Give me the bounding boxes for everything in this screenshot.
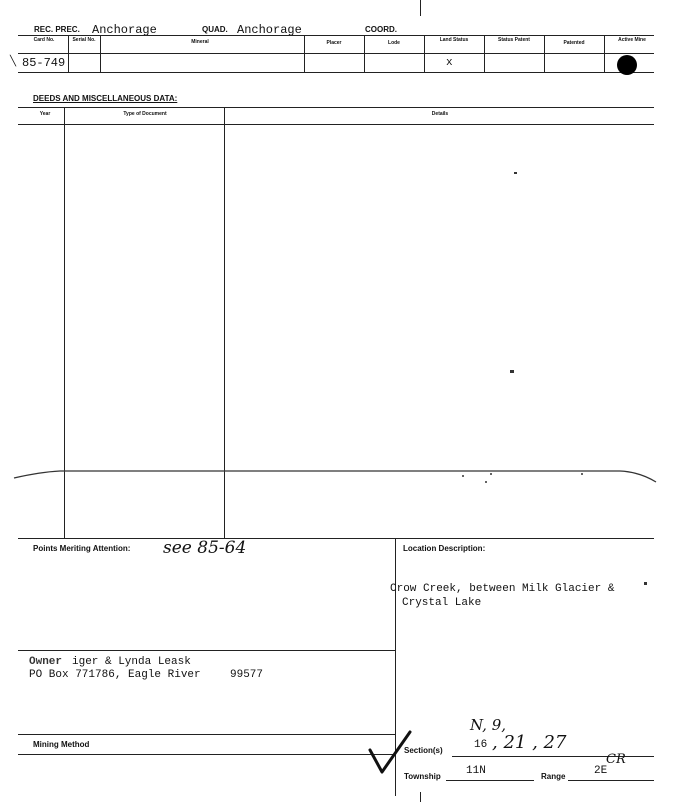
col-lode: Lode [388,40,400,46]
township-value: 11N [466,765,486,777]
col-active-mine: Active Mine [618,37,646,43]
col-type-of-document: Type of Document [123,111,167,117]
col-details: Details [431,111,449,117]
quad-value: Anchorage [237,23,302,37]
owner-name: iger & Lynda Leask [72,656,191,668]
scan-speck [510,370,514,373]
location-line-1: Crow Creek, between Milk Glacier & [390,583,615,595]
deeds-heading: DEEDS AND MISCELLANEOUS DATA: [33,94,178,103]
location-line-2: Crystal Lake [402,597,482,609]
col-patented: Patented [563,40,585,46]
coord-label: COORD. [365,25,397,34]
scan-speck [514,172,517,174]
points-meriting-attention-label: Points Meriting Attention: [33,544,131,553]
col-placer: Placer [326,40,342,46]
sections-handwritten-above: N, 9, [470,716,507,734]
rec-prec-value: Anchorage [92,23,157,37]
row-tick: ╲ [10,56,17,67]
col-status-patent: Status Patent [498,37,530,43]
col-year: Year [39,111,51,117]
rec-prec-label: REC. PREC. [34,25,80,34]
active-mine-dot [617,55,637,75]
owner-label-overtyped: Owner [29,656,63,668]
sections-label: Section(s) [404,746,443,755]
col-serial-no: Serial No. [72,37,96,43]
quad-label: QUAD. [202,25,228,34]
col-card-no: Card No. [33,37,55,43]
range-handwritten: CR [606,752,626,767]
sections-typed-value: 16 [474,739,488,751]
township-label: Township [404,772,441,781]
range-value: 2E [594,765,608,777]
col-land-status: Land Status [439,37,469,43]
mining-method-label: Mining Method [33,740,90,749]
col-mineral: Mineral [191,39,209,45]
record-card-no: 85-749 [22,56,66,70]
points-handwritten-note: see 85-64 [163,538,247,558]
deeds-fold-line [0,462,678,492]
scan-speck [644,582,647,585]
land-status-mark: x [446,57,453,69]
range-label: Range [541,772,566,781]
location-description-label: Location Description: [403,544,486,553]
owner-address: PO Box 771786, Eagle River [29,669,201,681]
owner-zip: 99577 [230,669,264,681]
sections-handwritten-inline: , 21 , 27 [492,732,567,753]
